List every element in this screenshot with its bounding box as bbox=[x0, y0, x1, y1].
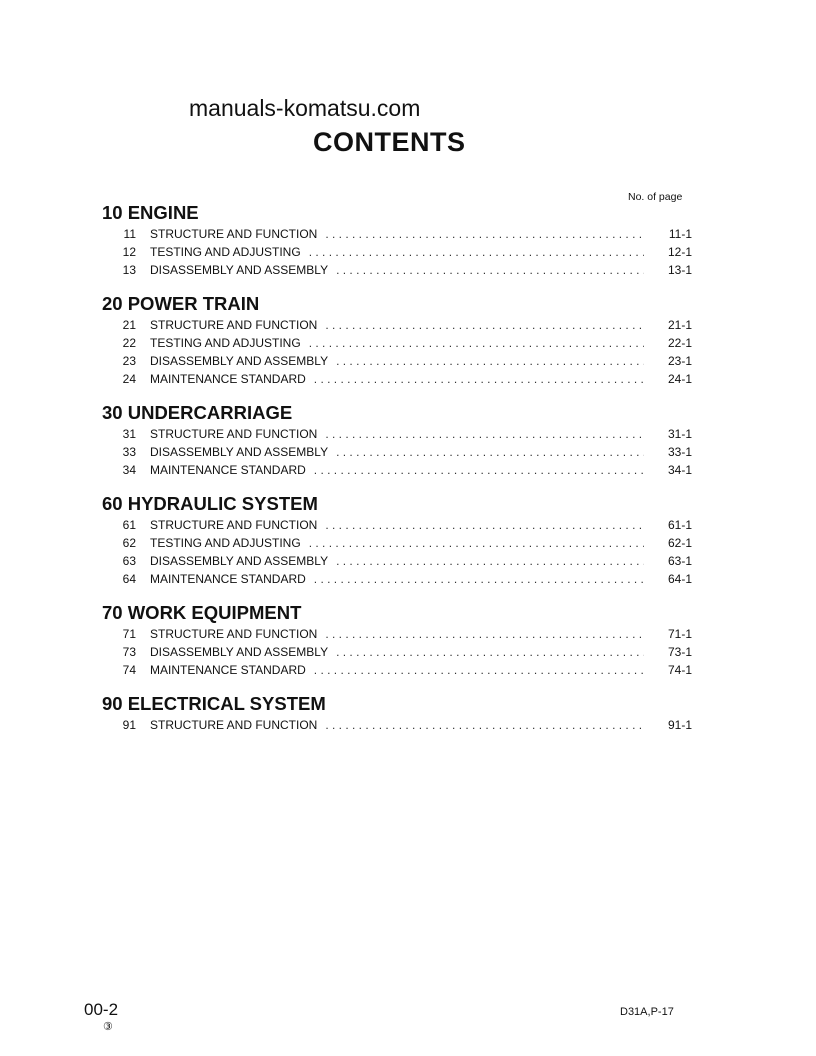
toc-entry[interactable] bbox=[102, 316, 692, 334]
toc-entry[interactable] bbox=[102, 261, 692, 279]
leader-dots bbox=[336, 352, 644, 370]
toc-section bbox=[102, 492, 692, 588]
entry-label: TESTING AND ADJUSTING bbox=[150, 536, 301, 550]
toc-entry[interactable] bbox=[102, 425, 692, 443]
entry-label: STRUCTURE AND FUNCTION bbox=[150, 318, 318, 332]
entry-page: 73-1 bbox=[667, 645, 692, 659]
leader-dots bbox=[314, 461, 644, 479]
entry-page: 13-1 bbox=[667, 263, 692, 277]
entry-page: 24-1 bbox=[667, 372, 692, 386]
entry-number: 64 bbox=[122, 572, 136, 586]
entry-number: 31 bbox=[122, 427, 136, 441]
leader-dots bbox=[314, 370, 644, 388]
entry-label: TESTING AND ADJUSTING bbox=[150, 245, 301, 259]
entry-number: 62 bbox=[122, 536, 136, 550]
entry-label: MAINTENANCE STANDARD bbox=[150, 663, 306, 677]
entry-page: 74-1 bbox=[667, 663, 692, 677]
entry-number: 63 bbox=[122, 554, 136, 568]
entry-page: 11-1 bbox=[668, 227, 692, 241]
entry-label: STRUCTURE AND FUNCTION bbox=[150, 718, 318, 732]
leader-dots bbox=[309, 534, 644, 552]
toc-section bbox=[102, 692, 692, 734]
footer-page-number: 00-2 bbox=[84, 1000, 119, 1019]
entry-label: STRUCTURE AND FUNCTION bbox=[150, 518, 318, 532]
leader-dots bbox=[336, 643, 644, 661]
entry-label: MAINTENANCE STANDARD bbox=[150, 372, 306, 386]
entry-page: 64-1 bbox=[667, 572, 692, 586]
page-title: CONTENTS bbox=[313, 127, 466, 157]
entry-page: 12-1 bbox=[667, 245, 692, 259]
toc-entry[interactable] bbox=[102, 225, 692, 243]
toc-entry[interactable] bbox=[102, 461, 692, 479]
entry-number: 74 bbox=[122, 663, 136, 677]
entry-number: 23 bbox=[122, 354, 136, 368]
toc-entry[interactable] bbox=[102, 370, 692, 388]
entry-page: 62-1 bbox=[667, 536, 692, 550]
entry-label: TESTING AND ADJUSTING bbox=[150, 336, 301, 350]
entry-page: 61-1 bbox=[667, 518, 692, 532]
entry-number: 91 bbox=[122, 718, 136, 732]
entry-page: 91-1 bbox=[667, 718, 692, 732]
entry-label: DISASSEMBLY AND ASSEMBLY bbox=[150, 554, 329, 568]
entry-label: DISASSEMBLY AND ASSEMBLY bbox=[150, 263, 329, 277]
toc-entry[interactable] bbox=[102, 625, 692, 643]
entry-number: 61 bbox=[122, 518, 136, 532]
toc-entry[interactable] bbox=[102, 534, 692, 552]
toc-entry[interactable] bbox=[102, 716, 692, 734]
entry-page: 31-1 bbox=[667, 427, 692, 441]
leader-dots bbox=[309, 334, 644, 352]
section-heading: 60 HYDRAULIC SYSTEM bbox=[102, 493, 318, 514]
leader-dots bbox=[325, 625, 644, 643]
entry-label: STRUCTURE AND FUNCTION bbox=[150, 227, 318, 241]
entry-number: 21 bbox=[122, 318, 136, 332]
toc-entry[interactable] bbox=[102, 243, 692, 261]
toc-entry[interactable] bbox=[102, 643, 692, 661]
toc-entry[interactable] bbox=[102, 443, 692, 461]
toc-entry[interactable] bbox=[102, 570, 692, 588]
toc-entry[interactable] bbox=[102, 352, 692, 370]
leader-dots bbox=[336, 443, 644, 461]
entry-number: 34 bbox=[122, 463, 136, 477]
entry-page: 34-1 bbox=[667, 463, 692, 477]
entry-page: 21-1 bbox=[667, 318, 692, 332]
leader-dots bbox=[325, 225, 644, 243]
entry-label: STRUCTURE AND FUNCTION bbox=[150, 427, 318, 441]
section-heading: 90 ELECTRICAL SYSTEM bbox=[102, 693, 326, 714]
section-heading: 70 WORK EQUIPMENT bbox=[102, 602, 302, 623]
column-header-no-of-page: No. of page bbox=[628, 191, 683, 203]
toc-entry[interactable] bbox=[102, 552, 692, 570]
toc-section bbox=[102, 201, 692, 279]
toc-entry[interactable] bbox=[102, 661, 692, 679]
entry-page: 22-1 bbox=[667, 336, 692, 350]
toc-section bbox=[102, 601, 692, 679]
entry-page: 63-1 bbox=[667, 554, 692, 568]
entry-number: 33 bbox=[122, 445, 136, 459]
entry-label: DISASSEMBLY AND ASSEMBLY bbox=[150, 445, 329, 459]
entry-label: STRUCTURE AND FUNCTION bbox=[150, 627, 318, 641]
section-heading: 10 ENGINE bbox=[102, 202, 199, 223]
leader-dots bbox=[325, 516, 644, 534]
entry-number: 11 bbox=[123, 227, 136, 241]
leader-dots bbox=[314, 570, 644, 588]
table-of-contents bbox=[102, 201, 692, 747]
footer-model: D31A,P-17 bbox=[620, 1006, 674, 1018]
leader-dots bbox=[325, 316, 644, 334]
leader-dots bbox=[309, 243, 644, 261]
section-heading: 30 UNDERCARRIAGE bbox=[102, 402, 293, 423]
entry-number: 13 bbox=[122, 263, 136, 277]
leader-dots bbox=[325, 716, 644, 734]
entry-page: 71-1 bbox=[667, 627, 692, 641]
entry-page: 33-1 bbox=[667, 445, 692, 459]
entry-label: MAINTENANCE STANDARD bbox=[150, 463, 306, 477]
leader-dots bbox=[325, 425, 644, 443]
entry-number: 22 bbox=[122, 336, 136, 350]
leader-dots bbox=[336, 552, 644, 570]
entry-number: 12 bbox=[122, 245, 136, 259]
toc-section bbox=[102, 292, 692, 388]
entry-number: 24 bbox=[122, 372, 136, 386]
leader-dots bbox=[336, 261, 644, 279]
section-heading: 20 POWER TRAIN bbox=[102, 293, 260, 314]
watermark-text: manuals-komatsu.com bbox=[189, 95, 421, 121]
entry-number: 71 bbox=[122, 627, 136, 641]
entry-label: MAINTENANCE STANDARD bbox=[150, 572, 306, 586]
toc-entry[interactable] bbox=[102, 516, 692, 534]
leader-dots bbox=[314, 661, 644, 679]
toc-entry[interactable] bbox=[102, 334, 692, 352]
entry-label: DISASSEMBLY AND ASSEMBLY bbox=[150, 645, 329, 659]
footer-revision-mark: ③ bbox=[103, 1021, 113, 1033]
toc-section bbox=[102, 401, 692, 479]
entry-number: 73 bbox=[122, 645, 136, 659]
entry-label: DISASSEMBLY AND ASSEMBLY bbox=[150, 354, 329, 368]
entry-page: 23-1 bbox=[667, 354, 692, 368]
